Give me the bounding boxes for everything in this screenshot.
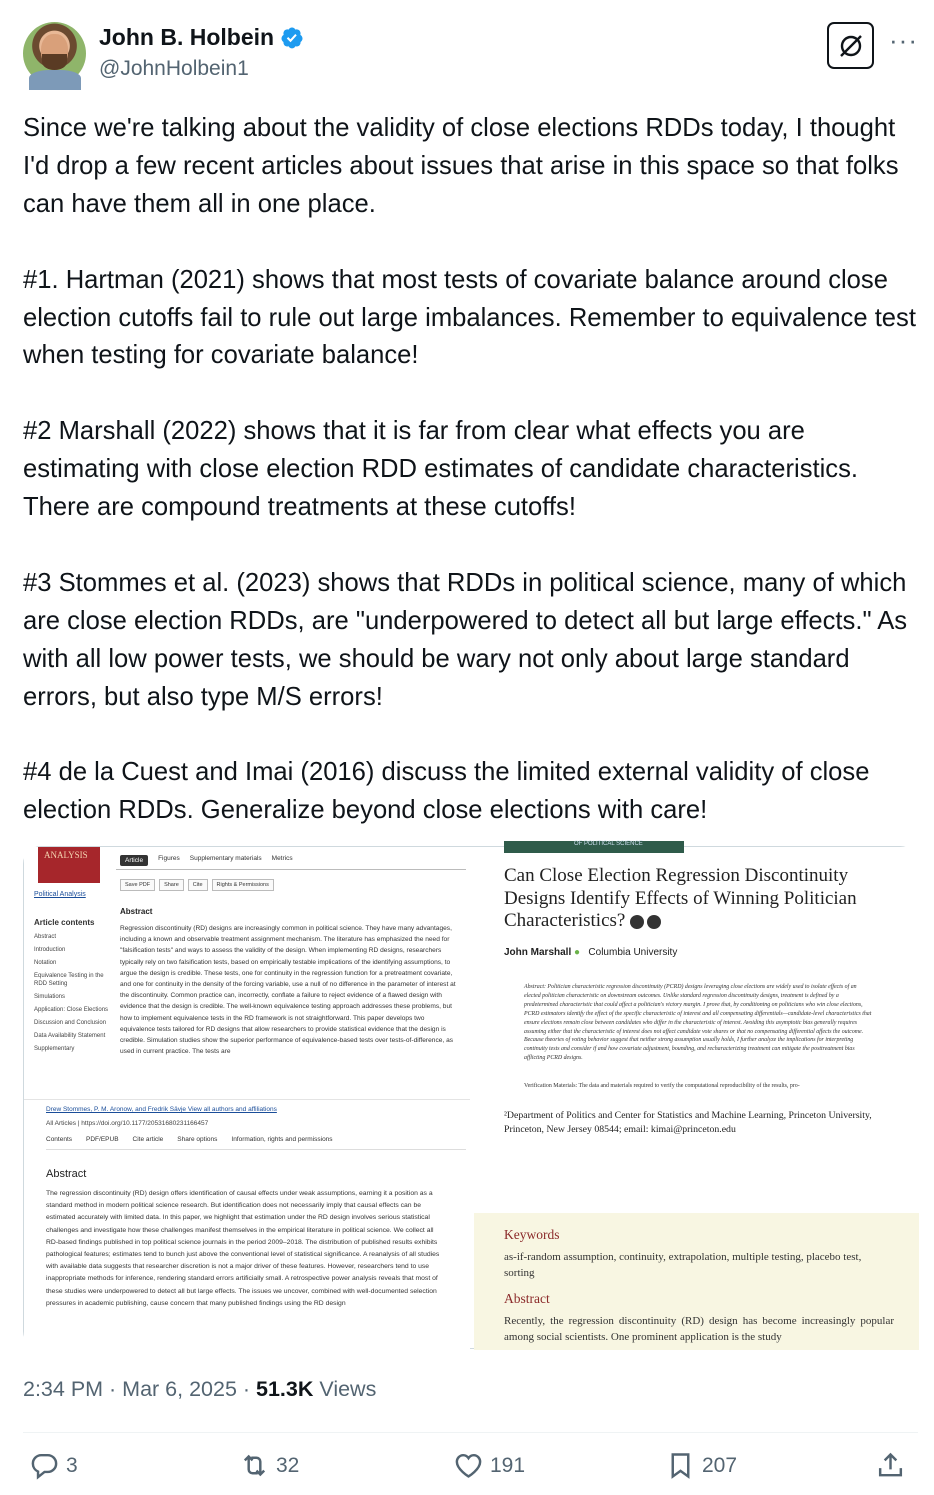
rights-tool: Rights & Permissions	[212, 879, 274, 891]
media-grid[interactable]	[23, 841, 918, 1349]
toolbar-contents: Contents	[46, 1136, 73, 1143]
article-title-text: Can Close Election Regression Discontinuity Designs Identify Effects of Winning Politician Characteristics?	[504, 865, 857, 931]
abstract-text: The regression discontinuity (RD) design offers identification of causal effects under weak assumptions, earning it a position as a standard method in modern political science research. But identification does not necessarily imply that causal effects can be estimated accurately with limited data. In this paper, we highlight that estimation under the RD design involves serious statistical challenges and investigate how these challenges manifest themselves in the empirical literature in political science. We collect all RD-based findings published in top political science journals in the period 2009–2018. The distribution of published results exhibits pathological features; estimates tend to bunch just above the conventional level of statistical significance. A reanalysis of all studies with available data suggests that researcher discretion is not a major driver of these features. However, researchers tend to use inappropriate methods for inference, rendering standard errors artificially small. A retrospective power analysis reveals that most of these studies were underpowered to detect all but large effects. The issues we uncover, combined with well-documented selection pressures in academic publishing, cause concern that many published findings using the RD design	[46, 1190, 440, 1307]
author-name: John Marshall	[504, 947, 572, 958]
author-name[interactable]: John B. Holbein	[99, 24, 275, 50]
avatar[interactable]	[23, 22, 86, 85]
repost-count: 32	[276, 1453, 300, 1477]
contents-heading: Article contents	[34, 918, 95, 927]
author-affiliation: Columbia University	[588, 947, 678, 958]
grok-icon	[838, 33, 864, 59]
sidebar-item: Discussion and Conclusion	[34, 1020, 107, 1026]
sidebar-item: Simulations	[34, 994, 66, 1000]
verification-text: Verification Materials: The data and materials required to verify the computational reproducibility of the results, pro-	[524, 1083, 800, 1089]
abstract-heading: Abstract	[504, 1291, 550, 1306]
tweet-timestamp[interactable]: 2:34 PM · Mar 6, 2025 ·	[23, 1377, 257, 1401]
tweet-text: Since we're talking about the validity of close elections RDDs today, I thought I'd drop a few recent articles about issues that arise in this space so that folks can have them all in one place. #1. Hartman (2021) shows that most tests of covariate balance around close election cutoffs fail to rule out large imbalances. Remember to equivalence test when testing for covariate balance! #2 Marshall (2022) shows that it is far from clear what effects you are estimating with close election RDD estimates of candidate characteristics. There are compound treatments at these cutoffs! #3 Stommes et al. (2023) shows that RDDs in political science, many of which are close election RDDs, are "underpowered to detect all but large effects." As with all low power tests, we should be wary not only about large standard errors, but also type M/S errors! #4 de la Cuest and Imai (2016) discuss the limited external validity of close election RDDs. Generalize beyond close elections with care!	[23, 114, 916, 825]
media-image-imai[interactable]	[474, 1213, 919, 1350]
open-badges-icon	[630, 915, 661, 929]
toolbar-info: Information, rights and permissions	[231, 1136, 333, 1143]
tab-supplementary: Supplementary materials	[189, 855, 262, 862]
like-button[interactable]	[453, 1450, 525, 1481]
toolbar-pdf: PDF/EPUB	[86, 1136, 119, 1143]
more-icon[interactable]: ···	[889, 25, 918, 55]
media-image-hartman[interactable]	[24, 847, 470, 1099]
sidebar-item: Equivalence Testing in the RDD Setting	[34, 973, 104, 987]
abstract-heading: Abstract	[46, 1168, 87, 1180]
tweet-meta	[23, 1377, 376, 1402]
toolbar-cite: Cite article	[132, 1136, 164, 1143]
bookmark-icon	[665, 1450, 696, 1481]
journal-logo: ANALYSIS	[38, 847, 100, 883]
article-doi: All Articles | https://doi.org/10.1177/20531680231166457	[46, 1120, 209, 1127]
author-name-row	[99, 24, 304, 51]
abstract-text: Regression discontinuity (RD) designs are increasingly common in political science. They have many advantages, including a known and observable treatment assignment mechanism. The literature has emphasized the need for "falsification tests" and ways to assess the validity of the design. When implementing RD designs, researchers typically rely on two falsification tests, based on empirically testable implications of the identifying assumptions, to argue the design is credible. These tests, one for continuity in the regression function for a pretreatment covariate, and one for continuity in the density of the forcing variable, use a null of no difference in the parameter of interest at the discontinuity. Common practice can, incorrectly, conflate a failure to reject evidence of a flawed design with evidence that the design is credible. The well-known equivalence testing approach addresses these problems, but how to implement equivalence tests in the RD framework is not straightforward. This paper develops two equivalence tests tailored for RD designs that allow researchers to provide statistical evidence that the design is credible. Simulation studies show the superior performance of equivalence-based tests over tests-of-difference, as used in current practice. The tests are	[120, 925, 456, 1056]
media-image-stommes[interactable]	[24, 1099, 470, 1350]
sidebar-item: Application: Close Elections	[34, 1007, 109, 1013]
article-author	[504, 947, 677, 958]
sidebar-item: Introduction	[34, 947, 66, 953]
tab-metrics: Metrics	[271, 855, 293, 862]
reply-count: 3	[66, 1453, 78, 1477]
sidebar-item: Data Availability Statement	[34, 1033, 106, 1039]
save-pdf-tool: Save PDF	[120, 879, 155, 891]
article-tools	[120, 879, 274, 891]
share-tool: Share	[159, 879, 184, 891]
like-icon	[453, 1450, 484, 1481]
author-handle[interactable]: @JohnHolbein1	[99, 57, 249, 80]
tab-figures: Figures	[158, 855, 180, 862]
media-image-marshall[interactable]	[474, 841, 919, 1213]
bookmark-count: 207	[702, 1453, 738, 1477]
share-icon	[875, 1450, 906, 1481]
like-count: 191	[490, 1453, 526, 1477]
views-label: Views	[313, 1377, 377, 1401]
divider	[23, 1432, 918, 1433]
tweet-header	[23, 22, 918, 88]
article-title	[504, 865, 894, 933]
reply-button[interactable]	[29, 1450, 78, 1481]
abstract-text: Recently, the regression discontinuity (RD) design has become increasingly popular among social scientists. One prominent application is the study	[504, 1315, 894, 1343]
abstract-heading: Abstract	[120, 907, 153, 916]
verified-badge-icon	[280, 26, 304, 50]
sidebar-item: Abstract	[34, 934, 57, 940]
article-sidebar	[34, 891, 112, 1058]
action-bar	[23, 1450, 918, 1494]
abstract-text: Abstract: Politician characteristic regression discontinuity (PCRD) designs leveraging close elections are widely used to isolate effects of an elected politician characteristic on downstream outcomes. Unlike standard regression discontinuity designs, treatment is defined by a predetermined characteristic that could affect a politician's victory margin. I prove that, by conditioning on politicians who win close elections, PCRD estimators identify the effect of the specific characteristic of interest and all compensating differentials—candidate-level characteristics that ensure elections remain close between candidates who differ in the characteristic of interest. Avoiding this asymptotic bias generally requires assuming either that the characteristic of interest does not affect candidate vote shares or that no compensating differential affects the outcome. Because theories of voting behavior suggest that neither strong assumption usually holds, I further analyze the implications for interpreting continuity tests and consider if and how covariate adjustment, bounding, and recharacterizing treatment can mitigate the posttreatment bias afflicting PCRD designs.	[524, 984, 872, 1062]
orcid-icon: ●	[574, 947, 581, 958]
sidebar-item: Notation	[34, 960, 57, 966]
cite-tool: Cite	[188, 879, 208, 891]
toolbar-share: Share options	[177, 1136, 218, 1143]
journal-name: Political Analysis	[34, 891, 86, 898]
journal-banner: OF POLITICAL SCIENCE	[504, 841, 684, 853]
share-button[interactable]	[875, 1450, 906, 1481]
views-count[interactable]: 51.3K	[256, 1377, 314, 1401]
keywords-text: as-if-random assumption, continuity, extrapolation, multiple testing, placebo test, sorting	[504, 1251, 862, 1279]
sidebar-item: Supplementary	[34, 1046, 75, 1052]
repost-button[interactable]	[239, 1450, 299, 1481]
grok-button[interactable]	[827, 22, 874, 69]
tab-article: Article	[120, 855, 148, 866]
article-toolbar	[46, 1136, 466, 1150]
reply-icon	[29, 1450, 60, 1481]
article-tabs	[120, 855, 293, 866]
repost-icon	[239, 1450, 270, 1481]
keywords-heading: Keywords	[504, 1227, 560, 1242]
article-authors: Drew Stommes, P. M. Aronow, and Fredrik Sävje View all authors and affiliations	[46, 1106, 277, 1113]
department-text: ²Department of Politics and Center for Statistics and Machine Learning, Princeton University, Princeton, New Jersey 08544; email: kimai@princeton.edu	[504, 1110, 872, 1135]
bookmark-button[interactable]	[665, 1450, 737, 1481]
